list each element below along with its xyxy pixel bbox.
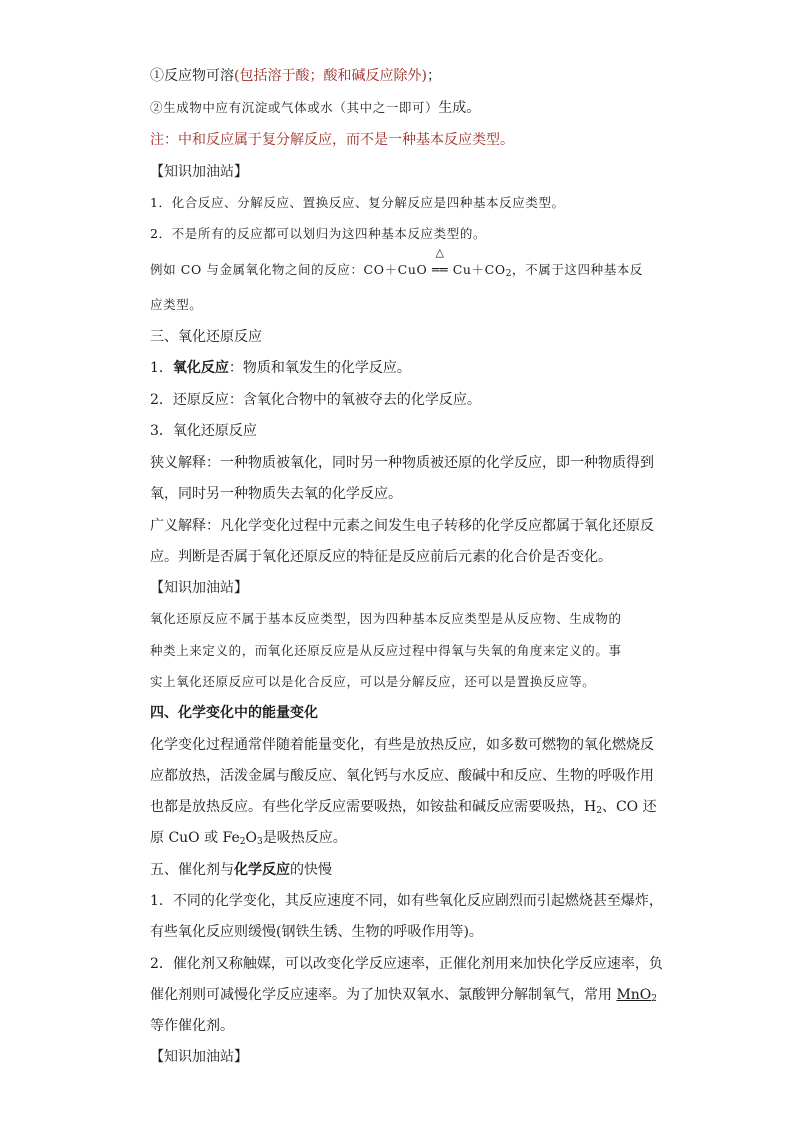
knowledge-station-heading: 【知识加油站】 bbox=[150, 580, 248, 596]
text: 是吸热反应。 bbox=[262, 830, 347, 846]
subscript: 2 bbox=[505, 269, 513, 279]
text: 原 CuO 或 Fe bbox=[150, 830, 240, 846]
text: ：物质和氧发生的化学反应。 bbox=[228, 360, 411, 376]
paragraph-line bbox=[150, 390, 666, 410]
text: ══ bbox=[431, 262, 449, 277]
text: O bbox=[245, 830, 258, 846]
paragraph-line: 2．不是所有的反应都可以划归为这四种基本反应类型的。 bbox=[150, 226, 487, 241]
paragraph-line: 广义解释：凡化学变化过程中元素之间发生电子转移的化学反应都属于氧化还原反 bbox=[150, 518, 654, 534]
text: 的快慢 bbox=[290, 862, 332, 878]
paragraph-line: 2．催化剂又称触媒，可以改变化学反应速率，正催化剂用来加快化学反应速率，负 bbox=[150, 956, 663, 972]
subscript: 2 bbox=[651, 994, 658, 1004]
knowledge-station-heading: 【知识加油站】 bbox=[150, 1049, 248, 1065]
paragraph-line: 种类上来定义的，而氧化还原反应是从反应过程中得氧与失氧的角度来定义的。事 bbox=[150, 643, 622, 658]
paragraph-line bbox=[150, 358, 666, 378]
paragraph-line: 1．不同的化学变化，其反应速度不同，如有些氧化反应剧烈而引起燃烧甚至爆炸， bbox=[150, 893, 663, 909]
paragraph-line: 狭义解释：一种物质被氧化，同时另一种物质被还原的化学反应，即一种物质得到 bbox=[150, 455, 654, 471]
text: 五、催化剂与 bbox=[150, 862, 234, 878]
text: ：含氧化合物中的氧被夺去的化学反应。 bbox=[228, 392, 481, 408]
text: ，不属于这四种基本反 bbox=[512, 262, 644, 277]
paragraph-line bbox=[150, 828, 666, 852]
text: 例如 CO 与金属氧化物之间的反应：CO＋CuO bbox=[150, 262, 428, 277]
subscript: 3 bbox=[257, 837, 263, 847]
paragraph-line bbox=[150, 797, 666, 821]
paragraph-line: 氧化还原反应不属于基本反应类型，因为四种基本反应类型是从反应物、生成物的 bbox=[150, 611, 622, 626]
text: ②生成物中应有沉淀或气体或水（其中之一即可） bbox=[150, 100, 439, 115]
text: 化学变化中 bbox=[178, 705, 248, 721]
heating-equals-sign bbox=[431, 246, 449, 280]
paragraph-line: 1．化合反应、分解反应、置换反应、复分解反应是四种基本反应类型。 bbox=[150, 195, 565, 210]
note-text: (包括溶于酸；酸和碱反应除外) bbox=[234, 68, 427, 84]
mno2-formula bbox=[616, 987, 657, 1003]
paragraph-line bbox=[150, 985, 666, 1009]
note-line: 注：中和反应属于复分解反应，而不是一种基本反应类型。 bbox=[150, 132, 514, 148]
paragraph-line: 有些氧化反应则缓慢(钢铁生锈、生物的呼吸作用等)。 bbox=[150, 924, 483, 940]
section-heading bbox=[150, 703, 666, 723]
text: 1． bbox=[150, 360, 173, 376]
section-heading bbox=[150, 860, 666, 880]
text: 生成。 bbox=[438, 100, 481, 116]
section-heading: 三、氧化还原反应 bbox=[150, 329, 262, 345]
text: Cu＋CO bbox=[452, 262, 506, 277]
text: 化学反应 bbox=[234, 862, 290, 878]
subscript: 2 bbox=[239, 837, 246, 847]
term: 氧化反应 bbox=[172, 360, 229, 376]
paragraph-line: 应都放热，活泼金属与酸反应、氧化钙与水反应、酸碱中和反应、生物的呼吸作用 bbox=[150, 768, 654, 784]
text: 的能量变化 bbox=[248, 705, 318, 721]
text: MnO bbox=[616, 987, 652, 1003]
paragraph-line: 化学变化过程通常伴随着能量变化，有些是放热反应，如多数可燃物的氧化燃烧反 bbox=[150, 737, 654, 753]
paragraph-line: 应类型。 bbox=[150, 297, 203, 312]
condition-2 bbox=[150, 98, 666, 118]
subscript: 2 bbox=[596, 806, 602, 816]
paragraph-line: 实上氧化还原反应可以是化合反应，可以是分解反应，还可以是置换反应等。 bbox=[150, 674, 596, 689]
text: ①反应物可溶 bbox=[150, 68, 234, 84]
text: 催化剂则可减慢化学反应速率。为了加快双氧水、氯酸钾分解制氧气，常用 bbox=[150, 987, 617, 1003]
condition-1 bbox=[150, 66, 666, 86]
paragraph-line: 氧，同时另一种物质失去氧的化学反应。 bbox=[150, 486, 402, 502]
equation-line bbox=[150, 246, 666, 284]
text: ； bbox=[426, 68, 441, 84]
term: 2．还原反应 bbox=[150, 392, 229, 408]
text: 也都是放热反应。有些化学反应需要吸热，如铵盐和碱反应需要吸热，H bbox=[150, 799, 597, 815]
paragraph-line: 应。判断是否属于氧化还原反应的特征是反应前后元素的化合价是否变化。 bbox=[150, 549, 612, 565]
delta-icon: △ bbox=[435, 246, 445, 259]
knowledge-station-heading: 【知识加油站】 bbox=[150, 164, 248, 180]
subsection-heading: 3．氧化还原反应 bbox=[150, 423, 257, 439]
text: 、CO 还 bbox=[601, 799, 657, 815]
text: 四、 bbox=[150, 705, 178, 721]
paragraph-line: 等作催化剂。 bbox=[150, 1018, 234, 1034]
